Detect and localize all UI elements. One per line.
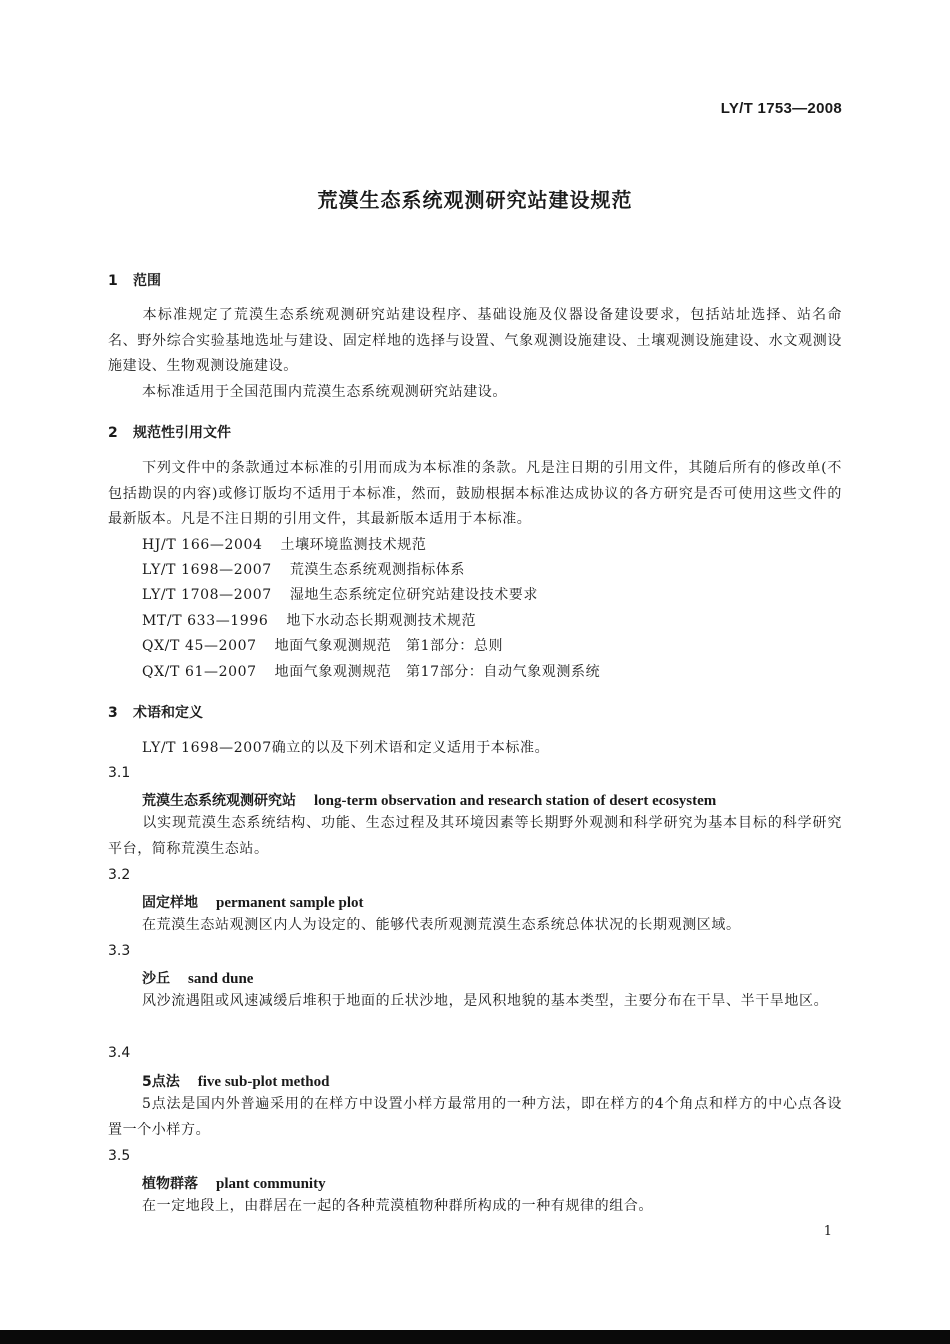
paragraph: [108, 456, 842, 533]
reference-code: QX/T 61—2007: [142, 664, 257, 680]
reference-code: MT/T 633—1996: [142, 613, 269, 629]
term-definition: [108, 913, 842, 939]
section-heading-1: [108, 270, 161, 290]
term-definition: [108, 1194, 842, 1220]
reference-item: [142, 534, 426, 554]
term-number: 3.2: [108, 867, 131, 883]
term-english: sand dune: [188, 971, 254, 987]
term-english: long-term observation and research station of desert ecosystem: [314, 793, 717, 809]
term-number: 3.5: [108, 1148, 131, 1164]
page-title: 荒漠生态系统观测研究站建设规范: [317, 188, 633, 212]
term-english: plant community: [216, 1176, 326, 1192]
term-chinese: 植物群落: [142, 1176, 198, 1192]
term-chinese: 沙丘: [142, 971, 170, 987]
term-definition: [108, 811, 842, 862]
term-number: 3.3: [108, 943, 131, 959]
reference-title: 地面气象观测规范 第17部分：自动气象观测系统: [274, 664, 601, 680]
reference-item: [142, 559, 465, 579]
definition-text: 5点法是国内外普遍采用的在样方中设置小样方最常用的一种方法，即在样方的4个角点和样方的中心点各设置一个小样方。: [108, 1096, 842, 1138]
reference-title: 荒漠生态系统观测指标体系: [289, 562, 466, 578]
term-definition: [108, 989, 842, 1015]
term-chinese: 5点法: [142, 1074, 180, 1090]
term-heading: [142, 790, 716, 810]
section-title: 范围: [133, 273, 161, 289]
reference-title: 地面气象观测规范 第1部分：总则: [274, 638, 504, 654]
term-heading: [142, 1071, 329, 1091]
section-heading-3: [108, 702, 203, 722]
paragraph-text: 下列文件中的条款通过本标准的引用而成为本标准的条款。凡是注日期的引用文件，其随后所有的修改单(不包括勘误的内容)或修订版均不适用于本标准，然而，鼓励根据本标准达成协议的各方研究是否可使用这些文件的最新版本。凡是不注日期的引用文件，其最新版本适用于本标准。: [108, 460, 842, 527]
section-title: 规范性引用文件: [133, 425, 231, 441]
term-english: five sub-plot method: [197, 1074, 330, 1090]
term-number: 3.4: [108, 1045, 131, 1061]
standard-code: LY/T 1753—2008: [720, 100, 842, 117]
paragraph: [108, 303, 842, 380]
term-definition: [108, 1092, 842, 1143]
term-heading: [142, 968, 253, 988]
section-heading-2: [108, 422, 231, 442]
term-chinese: 固定样地: [142, 895, 198, 911]
reference-code: HJ/T 166—2004: [142, 537, 263, 553]
section-intro: LY/T 1698—2007确立的以及下列术语和定义适用于本标准。: [142, 740, 550, 756]
page-number: 1: [823, 1224, 832, 1239]
term-heading: [142, 1173, 326, 1193]
reference-item: [142, 635, 503, 655]
reference-code: LY/T 1698—2007: [142, 562, 272, 578]
term-english: permanent sample plot: [216, 895, 364, 911]
reference-code: QX/T 45—2007: [142, 638, 257, 654]
reference-title: 湿地生态系统定位研究站建设技术要求: [289, 587, 539, 603]
definition-text: 在一定地段上，由群居在一起的各种荒漠植物种群所构成的一种有规律的组合。: [142, 1198, 653, 1214]
reference-title: 地下水动态长期观测技术规范: [286, 613, 477, 629]
definition-text: 风沙流遇阻或风速减缓后堆积于地面的丘状沙地，是风积地貌的基本类型，主要分布在干旱、半干旱地区。: [142, 993, 829, 1009]
paragraph: [108, 380, 842, 406]
term-number: 3.1: [108, 765, 131, 781]
paragraph-text: 本标准适用于全国范围内荒漠生态系统观测研究站建设。: [142, 384, 507, 400]
paragraph-text: 本标准规定了荒漠生态系统观测研究站建设程序、基础设施及仪器设备建设要求，包括站址选择、站名命名、野外综合实验基地选址与建设、固定样地的选择与设置、气象观测设施建设、土壤观测设施建设、水文观测设施建设、生物观测设施建设。: [108, 307, 842, 374]
section-number: 3: [108, 705, 118, 721]
term-heading: [142, 892, 364, 912]
reference-item: [142, 661, 600, 681]
term-chinese: 荒漠生态系统观测研究站: [142, 793, 296, 809]
section-title: 术语和定义: [133, 705, 203, 721]
reference-title: 土壤环境监测技术规范: [280, 537, 427, 553]
bottom-edge-bar: [0, 1330, 950, 1344]
reference-code: LY/T 1708—2007: [142, 587, 272, 603]
definition-text: 在荒漠生态站观测区内人为设定的、能够代表所观测荒漠生态系统总体状况的长期观测区域。: [142, 917, 741, 933]
section-number: 1: [108, 273, 118, 289]
section-number: 2: [108, 425, 118, 441]
definition-text: 以实现荒漠生态系统结构、功能、生态过程及其环境因素等长期野外观测和科学研究为基本目标的科学研究平台，简称荒漠生态站。: [108, 815, 842, 857]
reference-item: [142, 610, 476, 630]
reference-item: [142, 584, 538, 604]
